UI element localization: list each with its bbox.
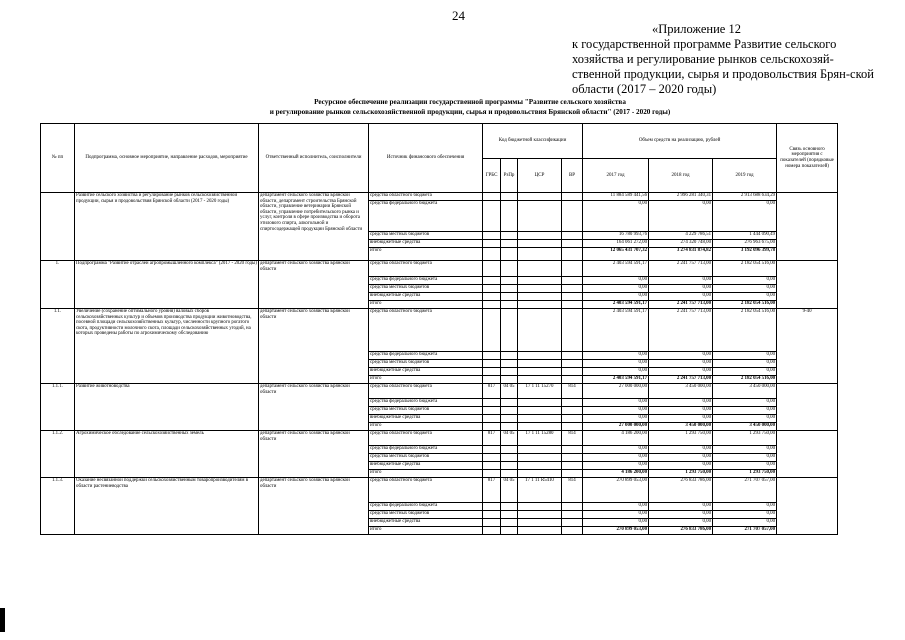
row-2018: 274 320 748,00 — [649, 240, 713, 248]
row-2018: 0,00 — [649, 454, 713, 462]
row-program: Развитие животноводства — [75, 384, 259, 431]
row-2019: 3 450 000,00 — [713, 384, 777, 399]
row-vr — [562, 248, 583, 261]
row-source: средства федерального бюджета — [369, 503, 483, 511]
header-volume: Объем средств на реализацию, рублей — [583, 124, 777, 159]
row-rzpr — [501, 415, 518, 423]
row-csr: 17 1 11 R5410 — [518, 478, 562, 503]
row-2017: 0,00 — [583, 277, 649, 285]
header-csr: ЦСР — [518, 159, 562, 193]
row-2018: 1 293 750,00 — [649, 431, 713, 446]
table-row — [41, 431, 838, 446]
row-csr — [518, 446, 562, 454]
row-2019: 0,00 — [713, 201, 777, 232]
row-2018: 0,00 — [649, 415, 713, 423]
row-2017: 0,00 — [583, 285, 649, 293]
row-2017: 0,00 — [583, 360, 649, 368]
row-csr — [518, 201, 562, 232]
row-2019: 1 293 750,00 — [713, 431, 777, 446]
row-2019: 0,00 — [713, 352, 777, 360]
row-source: средства местных бюджетов — [369, 511, 483, 519]
header-row-1 — [41, 124, 838, 159]
row-grbs — [483, 462, 501, 470]
row-2019: 3 192 096 399,78 — [713, 248, 777, 261]
row-csr — [518, 277, 562, 285]
row-source: средства федерального бюджета — [369, 352, 483, 360]
row-rzpr — [501, 368, 518, 376]
row-vr — [562, 454, 583, 462]
row-2019: 0,00 — [713, 462, 777, 470]
row-csr — [518, 407, 562, 415]
row-grbs — [483, 446, 501, 454]
row-grbs — [483, 285, 501, 293]
row-rzpr — [501, 519, 518, 527]
row-grbs — [483, 415, 501, 423]
row-source: итого — [369, 248, 483, 261]
row-rzpr — [501, 470, 518, 478]
row-source: внебюджетные средства — [369, 240, 483, 248]
row-source: внебюджетные средства — [369, 462, 483, 470]
row-grbs: 817 — [483, 431, 501, 446]
row-rzpr — [501, 360, 518, 368]
row-2019: 0,00 — [713, 415, 777, 423]
row-vr — [562, 446, 583, 454]
header-executor: Ответственный исполнитель, соисполнители — [259, 124, 369, 193]
row-vr — [562, 277, 583, 285]
row-2017: 0,00 — [583, 293, 649, 301]
appendix-note — [572, 22, 882, 97]
row-vr — [562, 193, 583, 201]
row-vr — [562, 415, 583, 423]
row-2018: 3 450 000,00 — [649, 384, 713, 399]
row-source: средства местных бюджетов — [369, 285, 483, 293]
row-vr — [562, 352, 583, 360]
row-executor: департамент сельского хозяйства Брянской области, департамент строительства Брянской области, управление ветеринарии Брянской области, управление потребительского рынка и услуг, контроля в сфере производства и оборота этилового спирта, алкогольной и спиртосодержащей продукции Брянской области — [259, 193, 369, 261]
row-vr — [562, 511, 583, 519]
row-vr — [562, 407, 583, 415]
row-csr — [518, 376, 562, 384]
row-2019: 271 707 057,00 — [713, 527, 777, 535]
title-line-2: и регулирование рынков сельскохозяйственной продукции, сырья и продовольствия Брянской области" (2017 - 2020 годы) — [269, 108, 671, 116]
row-2017: 0,00 — [583, 399, 649, 407]
row-2017: 0,00 — [583, 462, 649, 470]
row-executor: департамент сельского хозяйства Брянской области — [259, 478, 369, 535]
row-csr — [518, 415, 562, 423]
resource-table — [40, 123, 838, 535]
row-csr — [518, 368, 562, 376]
row-2019: 2 182 054 516,00 — [713, 301, 777, 309]
row-vr — [562, 309, 583, 352]
row-2017: 4 186 200,00 — [583, 431, 649, 446]
row-2017: 0,00 — [583, 454, 649, 462]
row-2019: 0,00 — [713, 399, 777, 407]
row-csr — [518, 454, 562, 462]
row-program: Агрохимическое обследование сельскохозяйственных земель — [75, 431, 259, 478]
row-2018: 0,00 — [649, 511, 713, 519]
row-rzpr — [501, 352, 518, 360]
row-source: средства местных бюджетов — [369, 454, 483, 462]
header-grbs: ГРБС — [483, 159, 501, 193]
row-rzpr — [501, 454, 518, 462]
row-2017: 2 403 594 591,17 — [583, 301, 649, 309]
header-source: Источник финансового обеспечения — [369, 124, 483, 193]
row-2017: 12 065 431 707,32 — [583, 248, 649, 261]
row-source: средства местных бюджетов — [369, 232, 483, 240]
row-executor: департамент сельского хозяйства Брянской области — [259, 431, 369, 478]
row-link — [777, 478, 838, 535]
row-csr — [518, 462, 562, 470]
row-csr: 17 1 11 15280 — [518, 431, 562, 446]
row-2019: 2 182 054 516,00 — [713, 376, 777, 384]
row-2019: 0,00 — [713, 360, 777, 368]
row-rzpr: 04 05 — [501, 478, 518, 503]
row-source: средства федерального бюджета — [369, 201, 483, 232]
row-2019: 1 293 750,00 — [713, 470, 777, 478]
row-vr — [562, 519, 583, 527]
row-rzpr — [501, 293, 518, 301]
row-vr — [562, 503, 583, 511]
row-2018: 276 833 786,00 — [649, 527, 713, 535]
row-executor: департамент сельского хозяйства Брянской области — [259, 309, 369, 384]
row-grbs — [483, 470, 501, 478]
row-2017: 16 780 993,76 — [583, 232, 649, 240]
row-source: итого — [369, 423, 483, 431]
row-2017: 0,00 — [583, 352, 649, 360]
row-2018: 0,00 — [649, 446, 713, 454]
row-csr — [518, 285, 562, 293]
table-row — [41, 261, 838, 277]
header-link: Связь основного мероприятия с показателей (порядковые номера показателей) — [777, 124, 838, 193]
row-2019: 0,00 — [713, 511, 777, 519]
row-source: средства федерального бюджета — [369, 399, 483, 407]
row-source: внебюджетные средства — [369, 519, 483, 527]
row-rzpr — [501, 423, 518, 431]
row-source: средства местных бюджетов — [369, 360, 483, 368]
row-2018: 1 293 750,00 — [649, 470, 713, 478]
row-2019: 3 450 000,00 — [713, 423, 777, 431]
row-link — [777, 261, 838, 309]
row-grbs — [483, 352, 501, 360]
row-csr — [518, 519, 562, 527]
row-source: средства местных бюджетов — [369, 407, 483, 415]
row-num: 1.1. — [41, 309, 75, 384]
row-vr — [562, 285, 583, 293]
row-vr — [562, 527, 583, 535]
row-vr — [562, 368, 583, 376]
row-2017: 0,00 — [583, 407, 649, 415]
table-row — [41, 193, 838, 201]
row-2018: 2 241 757 713,00 — [649, 261, 713, 277]
row-grbs — [483, 527, 501, 535]
row-2018: 0,00 — [649, 293, 713, 301]
row-2018: 0,00 — [649, 407, 713, 415]
row-csr — [518, 293, 562, 301]
row-rzpr — [501, 201, 518, 232]
row-grbs — [483, 519, 501, 527]
row-2018: 0,00 — [649, 368, 713, 376]
row-grbs — [483, 293, 501, 301]
row-source: внебюджетные средства — [369, 293, 483, 301]
row-program: Оказание несвязанной поддержки сельскохозяйственным товаропроизводителям в области растениеводства — [75, 478, 259, 535]
row-2018: 0,00 — [649, 503, 713, 511]
header-vr: ВР — [562, 159, 583, 193]
row-vr — [562, 301, 583, 309]
row-grbs: 817 — [483, 478, 501, 503]
row-source: средства областного бюджета — [369, 478, 483, 503]
row-2019: 1 444 090,49 — [713, 232, 777, 240]
row-2019: 0,00 — [713, 293, 777, 301]
row-rzpr — [501, 277, 518, 285]
row-2017: 0,00 — [583, 503, 649, 511]
edge-mark — [0, 608, 5, 632]
row-vr — [562, 470, 583, 478]
row-source: средства федерального бюджета — [369, 446, 483, 454]
row-csr — [518, 527, 562, 535]
row-rzpr — [501, 407, 518, 415]
row-program: Подпрограмма "Развитие отраслей агропромышленного комплекса" (2017 - 2020 годы) — [75, 261, 259, 309]
row-2018: 2 241 757 713,00 — [649, 301, 713, 309]
header-budget-code: Код бюджетной классификации — [483, 124, 583, 159]
row-2019: 0,00 — [713, 503, 777, 511]
row-vr — [562, 201, 583, 232]
row-rzpr — [501, 446, 518, 454]
row-source: средства федерального бюджета — [369, 277, 483, 285]
row-source: итого — [369, 470, 483, 478]
row-program: Увеличение (сохранение оптимального уровня) валовых сборов сельскохозяйственных культур и объемов производства продукции животноводства, посевной площади сельскохозяйственных культур, численности крупного рогатого скота, продуктивности молочного скота, площади сельскохозяйственных угодий, на которых проведены работы по агрохимическому обследованию — [75, 309, 259, 384]
row-program: Развитие сельского хозяйства и регулирование рынков сельскохозяйственной продукции, сырья и продовольствия Брянской области (2017 - 2020 годы) — [75, 193, 259, 261]
row-2017: 0,00 — [583, 368, 649, 376]
row-num — [41, 193, 75, 261]
row-rzpr — [501, 309, 518, 352]
row-grbs — [483, 407, 501, 415]
row-vr — [562, 462, 583, 470]
row-source: средства областного бюджета — [369, 193, 483, 201]
row-2017: 0,00 — [583, 511, 649, 519]
row-grbs — [483, 368, 501, 376]
row-csr — [518, 503, 562, 511]
row-vr — [562, 360, 583, 368]
row-link — [777, 193, 838, 261]
row-csr — [518, 511, 562, 519]
row-grbs — [483, 248, 501, 261]
row-vr — [562, 293, 583, 301]
row-grbs — [483, 277, 501, 285]
row-source: внебюджетные средства — [369, 415, 483, 423]
row-csr — [518, 309, 562, 352]
row-source: внебюджетные средства — [369, 368, 483, 376]
row-2018: 0,00 — [649, 285, 713, 293]
row-2018: 2 996 281 340,31 — [649, 193, 713, 201]
row-grbs — [483, 423, 501, 431]
row-rzpr — [501, 503, 518, 511]
title-line-1: Ресурсное обеспечение реализации государственной программы "Развитие сельского хозяйства — [314, 98, 626, 106]
row-vr: 814 — [562, 431, 583, 446]
row-2019: 0,00 — [713, 368, 777, 376]
row-2018: 0,00 — [649, 352, 713, 360]
row-csr — [518, 399, 562, 407]
row-2017: 0,00 — [583, 519, 649, 527]
row-grbs — [483, 360, 501, 368]
row-csr — [518, 423, 562, 431]
row-grbs — [483, 503, 501, 511]
row-vr — [562, 399, 583, 407]
row-2018: 0,00 — [649, 399, 713, 407]
row-2017: 2 403 594 591,17 — [583, 376, 649, 384]
row-2018: 0,00 — [649, 462, 713, 470]
row-csr — [518, 360, 562, 368]
row-rzpr — [501, 376, 518, 384]
row-2017: 164 061 272,00 — [583, 240, 649, 248]
header-program: Подпрограмма, основное мероприятие, направление расходов, мероприятие — [75, 124, 259, 193]
row-rzpr — [501, 527, 518, 535]
row-csr — [518, 470, 562, 478]
row-2018: 0,00 — [649, 360, 713, 368]
row-grbs — [483, 376, 501, 384]
row-csr — [518, 261, 562, 277]
row-2017: 4 186 200,00 — [583, 470, 649, 478]
row-2018: 0,00 — [649, 201, 713, 232]
table-row — [41, 478, 838, 503]
row-rzpr — [501, 399, 518, 407]
row-vr — [562, 232, 583, 240]
row-2019: 0,00 — [713, 446, 777, 454]
row-2017: 27 000 000,00 — [583, 384, 649, 399]
row-2017: 0,00 — [583, 446, 649, 454]
row-grbs — [483, 193, 501, 201]
row-rzpr: 04 05 — [501, 384, 518, 399]
row-rzpr — [501, 232, 518, 240]
header-num: № пп — [41, 124, 75, 193]
row-2019: 271 707 057,00 — [713, 478, 777, 503]
header-2017: 2017 год — [583, 159, 649, 193]
row-2019: 2 182 054 516,00 — [713, 261, 777, 277]
row-csr — [518, 240, 562, 248]
row-grbs — [483, 232, 501, 240]
row-grbs — [483, 240, 501, 248]
row-link — [777, 431, 838, 478]
row-num: 1.1.1. — [41, 384, 75, 431]
row-2019: 0,00 — [713, 277, 777, 285]
row-rzpr — [501, 240, 518, 248]
row-vr: 814 — [562, 384, 583, 399]
row-rzpr — [501, 462, 518, 470]
row-csr — [518, 193, 562, 201]
row-grbs — [483, 309, 501, 352]
row-2017: 11 884 589 441,56 — [583, 193, 649, 201]
row-num: 1.1.2. — [41, 431, 75, 478]
row-rzpr — [501, 301, 518, 309]
row-grbs — [483, 201, 501, 232]
row-vr — [562, 376, 583, 384]
row-2019: 2 913 688 634,29 — [713, 193, 777, 201]
row-grbs — [483, 454, 501, 462]
appendix-line-2: к государственной программе Развитие сельского хозяйства и регулирование рынков сельскохозяй-ственной продукции, сырья и продовольствия Брян-ской области (2017 – 2020 годы) — [572, 37, 874, 96]
row-csr: 17 1 11 15270 — [518, 384, 562, 399]
row-num: 1.1.3. — [41, 478, 75, 535]
row-vr — [562, 423, 583, 431]
row-2019: 0,00 — [713, 407, 777, 415]
row-2019: 276 963 675,00 — [713, 240, 777, 248]
row-2017: 27 000 000,00 — [583, 423, 649, 431]
row-2017: 0,00 — [583, 415, 649, 423]
header-2018: 2018 год — [649, 159, 713, 193]
row-2018: 3 274 831 874,82 — [649, 248, 713, 261]
row-csr — [518, 248, 562, 261]
table-body — [41, 193, 838, 535]
table-row — [41, 309, 838, 352]
row-executor: департамент сельского хозяйства Брянской области — [259, 384, 369, 431]
row-source: средства областного бюджета — [369, 309, 483, 352]
page-number: 24 — [452, 8, 465, 23]
row-vr: 814 — [562, 478, 583, 503]
row-rzpr: 04 05 — [501, 431, 518, 446]
row-grbs — [483, 261, 501, 277]
row-2019: 0,00 — [713, 519, 777, 527]
row-2018: 4 229 786,51 — [649, 232, 713, 240]
row-grbs: 817 — [483, 384, 501, 399]
row-rzpr — [501, 511, 518, 519]
row-2019: 0,00 — [713, 285, 777, 293]
row-grbs — [483, 301, 501, 309]
row-2019: 2 182 054 516,00 — [713, 309, 777, 352]
appendix-line-1: «Приложение 12 — [652, 22, 741, 36]
row-2018: 0,00 — [649, 519, 713, 527]
header-rzpr: РзПр — [501, 159, 518, 193]
row-source: средства областного бюджета — [369, 261, 483, 277]
row-grbs — [483, 511, 501, 519]
row-executor: департамент сельского хозяйства Брянской области — [259, 261, 369, 309]
row-csr — [518, 232, 562, 240]
row-2017: 270 899 053,00 — [583, 478, 649, 503]
row-link: 9-40 — [777, 309, 838, 384]
row-2017: 2 403 594 591,17 — [583, 261, 649, 277]
row-rzpr — [501, 193, 518, 201]
row-csr — [518, 352, 562, 360]
row-source: средства областного бюджета — [369, 431, 483, 446]
row-vr — [562, 261, 583, 277]
row-vr — [562, 240, 583, 248]
header-2019: 2019 год — [713, 159, 777, 193]
row-2017: 2 403 594 591,17 — [583, 309, 649, 352]
row-source: итого — [369, 527, 483, 535]
row-link — [777, 384, 838, 431]
row-csr — [518, 301, 562, 309]
row-2017: 0,00 — [583, 201, 649, 232]
row-2019: 0,00 — [713, 454, 777, 462]
row-2018: 276 833 786,00 — [649, 478, 713, 503]
table-row — [41, 384, 838, 399]
row-num: 1. — [41, 261, 75, 309]
row-rzpr — [501, 248, 518, 261]
row-2017: 270 899 053,00 — [583, 527, 649, 535]
row-rzpr — [501, 261, 518, 277]
row-rzpr — [501, 285, 518, 293]
row-source: итого — [369, 301, 483, 309]
document-title — [150, 97, 790, 117]
row-source: средства областного бюджета — [369, 384, 483, 399]
row-2018: 2 241 757 713,00 — [649, 309, 713, 352]
row-grbs — [483, 399, 501, 407]
row-source: итого — [369, 376, 483, 384]
row-2018: 3 450 000,00 — [649, 423, 713, 431]
row-2018: 2 241 757 713,00 — [649, 376, 713, 384]
row-2018: 0,00 — [649, 277, 713, 285]
